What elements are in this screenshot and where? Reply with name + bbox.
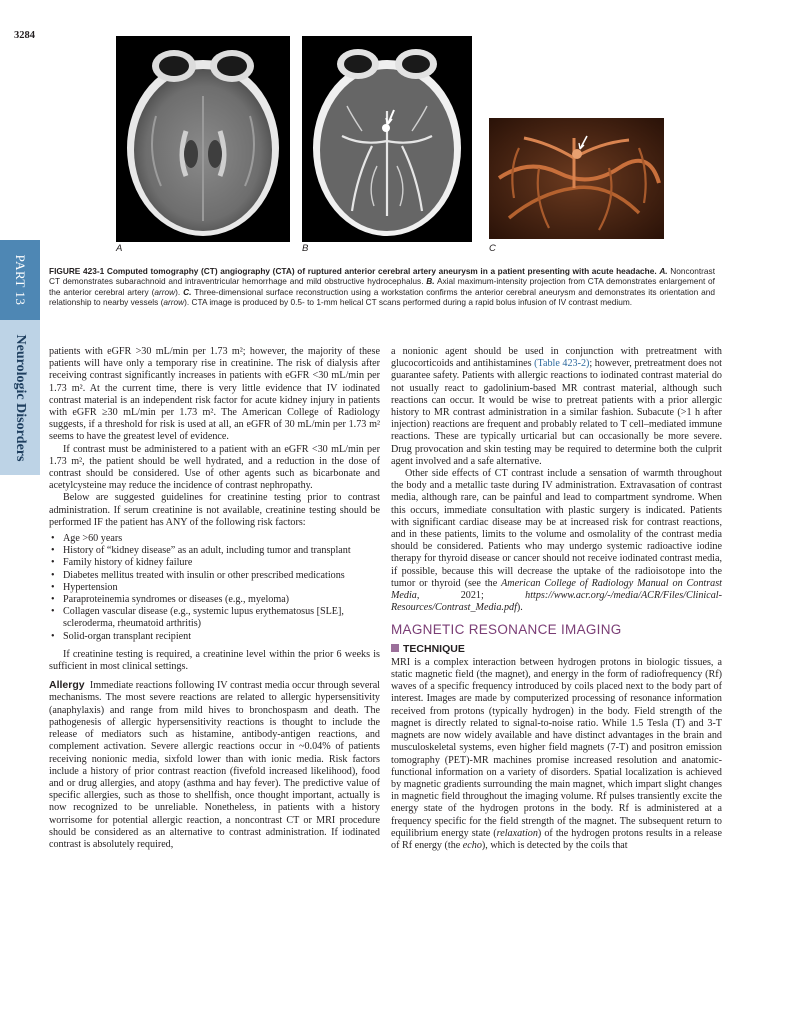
part-tab xyxy=(0,240,40,320)
list-item: • Collagen vascular disease (e.g., systemic lupus erythematosus [SLE], scleroderma, rheumatoid arthritis) xyxy=(49,606,380,630)
figure-caption xyxy=(49,266,715,308)
allergy-paragraph xyxy=(49,679,380,851)
text-run: ). xyxy=(516,602,523,614)
text-run: ; however, pretreatment does not guarantee safety. Patients with allergic reactions to iodinated contrast material do not usually react to gadolinium-based MR contrast material, although such reactions can occur. It would be wise to pretreat patients with a prior allergic history to MR contrast administration in a similar fashion. Subacute (>1 h after injection) reactions are frequent and probably related to T cell–mediated immune reactions. These are typically urticarial but can occasionally be more severe. Drug provocation and skin testing may be required to determine both the culprit agent involved and a safe alternative. xyxy=(391,358,722,467)
paragraph xyxy=(391,657,722,852)
citation-url[interactable]: https://www.acr.org/-/media/ACR/Files/Clinical-Resources/Contrast_Media.pdf xyxy=(391,590,722,614)
paragraph: patients with eGFR >30 mL/min per 1.73 m²; however, the majority of these patients will have only a temporary rise in creatinine. The risk of dialysis after receiving contrast significantly increases in patients with eGFR <30 mL/min per 1.73 m². At the current time, there is very little evidence that IV iodinated contrast material is an independent risk factor for acute kidney injury in patients with eGFR ≥30 mL/min per 1.73 m². The American College of Radiology suggests, if a threshold for risk is used at all, an eGFR of 30 mL/min per 1.73 m² seems to have the greatest level of evidence. xyxy=(49,346,380,443)
section-heading: MAGNETIC RESONANCE IMAGING xyxy=(391,622,622,638)
table-link[interactable]: (Table 423-2) xyxy=(534,358,590,370)
list-item: • Family history of kidney failure xyxy=(49,557,380,569)
text-run: a nonionic agent should be used in conjunction with pretreatment with glucocorticoids and antihistamines xyxy=(391,346,722,370)
ct-image-a xyxy=(116,36,290,242)
caption-a-text: Noncontrast CT demonstrates subarachnoid and intraventricular hemorrhage and mild obstructive hydrocephalus. xyxy=(49,266,715,287)
square-bullet-icon xyxy=(391,644,399,652)
citation-title: American College of Radiology Manual on Contrast Media xyxy=(391,577,722,602)
text-run: , 2021; xyxy=(416,590,526,602)
paragraph xyxy=(391,468,722,614)
list-item: • History of “kidney disease” as an adult, including tumor and transplant xyxy=(49,545,380,557)
caption-b-end: ). xyxy=(175,286,181,297)
panel-label-a: A xyxy=(116,243,123,254)
caption-a-label: A. xyxy=(659,266,668,276)
caption-b-label: B. xyxy=(426,276,435,287)
risk-factor-list xyxy=(49,533,380,643)
caption-c-label: C. xyxy=(183,286,192,297)
allergy-heading: Allergy xyxy=(49,679,85,692)
subsection-label: TECHNIQUE xyxy=(403,642,465,655)
paragraph xyxy=(391,346,722,468)
caption-c-italic: arrow xyxy=(163,297,185,308)
list-item: • Diabetes mellitus treated with insulin or other prescribed medications xyxy=(49,570,380,582)
left-column xyxy=(49,346,380,851)
text-run: MRI is a complex interaction between hydrogen protons in biologic tissues, a static magnetic field (the magnet), and energy in the form of radiofrequency (Rf) waves of a specific frequency introduced by coils placed next to the body part of interest. Images are made by computerized processing of resonance information received from protons (typically hydrogen) in the body. Field strength of the magnet is directly related to signal-to-noise ratio. While 1.5 Tesla (T) and 3-T magnets are now widely available and have distinct advantages in the brain and musculoskeletal systems, even higher field magnets (7-T) and positron emission tomography (PET)-MR machines promise increased resolution and anatomic-functional information on a variety of disorders. Spatial localization is achieved by magnetic gradients surrounding the main magnet, which impart slight changes in magnetic field throughout the imaging volume. Rf pulses transiently excite the energy state of the hydrogen protons in the body. Rf is administered at a frequency specific for the field strength of the magnet. The subsequent return to equilibrium energy state ( xyxy=(391,656,722,839)
list-item: • Age >60 years xyxy=(49,533,380,545)
section-tab xyxy=(0,320,40,475)
paragraph: If creatinine testing is required, a creatinine level within the prior 6 weeks is sufficient in most clinical settings. xyxy=(49,648,380,673)
right-column xyxy=(391,346,722,852)
ct-image-b xyxy=(302,36,472,242)
subsection-heading xyxy=(391,643,722,655)
side-tab xyxy=(0,240,40,475)
panel-label-c: C xyxy=(489,243,496,254)
panel-label-b: B xyxy=(302,243,309,254)
italic-term: echo xyxy=(462,839,482,851)
caption-c-end: ). CTA image is produced by 0.5- to 1-mm helical CT scans performed during a rapid bolus infusion of IV contrast medium. xyxy=(184,297,633,308)
paragraph: If contrast must be administered to a patient with an eGFR <30 mL/min per 1.73 m², the patient should be well hydrated, and a reduction in the dose of contrast should be considered. Use of other agents such as bicarbonate and acetylcysteine may reduce the incidence of contrast nephropathy. xyxy=(49,443,380,492)
list-item: • Hypertension xyxy=(49,582,380,594)
part-label: PART 13 xyxy=(13,254,28,306)
ct-image-c xyxy=(489,118,664,239)
text-run: ), which is detected by the coils that xyxy=(481,839,628,851)
italic-term: relaxation xyxy=(496,827,538,839)
caption-c-text: Three-dimensional surface reconstruction using a workstation confirms the anterior cerebral aneurysm and demonstrates its orientation and relationship to nearby vessels ( xyxy=(49,286,716,308)
page-number: 3284 xyxy=(14,30,35,41)
allergy-text: Immediate reactions following IV contrast media occur through several mechanisms. The most severe reactions are related to allergic hypersensitivity (anaphylaxis) and range from mild hives to bronchospasm and death. The pathogenesis of allergic hypersensitivity reactions is thought to include the release of mediators such as histamine, antibody-antigen reactions, and complement activation. Severe allergic reactions occur in ~0.04% of patients receiving nonionic media, sixfold lower than with ionic media. Risk factors include a history of prior contrast reaction (fivefold increased likelihood), food and or drug allergies, and atopy (asthma and hay fever). The predictive value of specific allergies, such as those to shellfish, once thought important, actually is now recognized to be unreliable. Nonetheless, in patients with a history worrisome for potential allergic reaction, a noncontrast CT or MRI procedure should be considered as an alternative to contrast administration. If iodinated contrast is absolutely required, xyxy=(49,680,380,850)
caption-title: FIGURE 423-1 Computed tomography (CT) angiography (CTA) of ruptured anterior cerebral artery aneurysm in a patient presenting with acute headache. xyxy=(49,266,657,276)
caption-b-text: Axial maximum-intensity projection from CTA demonstrates enlargement of the anterior cerebral artery ( xyxy=(49,276,715,297)
list-item: • Paraproteinemia syndromes or diseases (e.g., myeloma) xyxy=(49,594,380,606)
section-label: Neurologic Disorders xyxy=(13,334,28,461)
list-item: • Solid-organ transplant recipient xyxy=(49,631,380,643)
text-run: ) of the hydrogen protons results in a release of Rf energy (the xyxy=(391,827,722,851)
caption-b-italic: arrow xyxy=(154,286,176,297)
paragraph: Below are suggested guidelines for creatinine testing prior to contrast administration. If serum creatinine is not available, creatinine testing should be performed IF the patient has ANY of the following risk factors: xyxy=(49,492,380,528)
text-run: Other side effects of CT contrast include a sensation of warmth throughout the body and a metallic taste during IV administration. Extravasation of contrast media, although rare, can be painful and lead to compartment syndrome. When this occurs, immediate consultation with plastic surgery is indicated. Patients with significant cardiac disease may be at increased risk for contrast reactions, and in these patients, limits to the volume and osmolality of the contrast media should be considered. Patients who may undergo systemic radioactive iodine therapy for thyroid disease or cancer should not receive iodinated contrast media, if possible, because this will decrease the uptake of the radioisotope into the tumor or thyroid (see the xyxy=(391,468,722,589)
